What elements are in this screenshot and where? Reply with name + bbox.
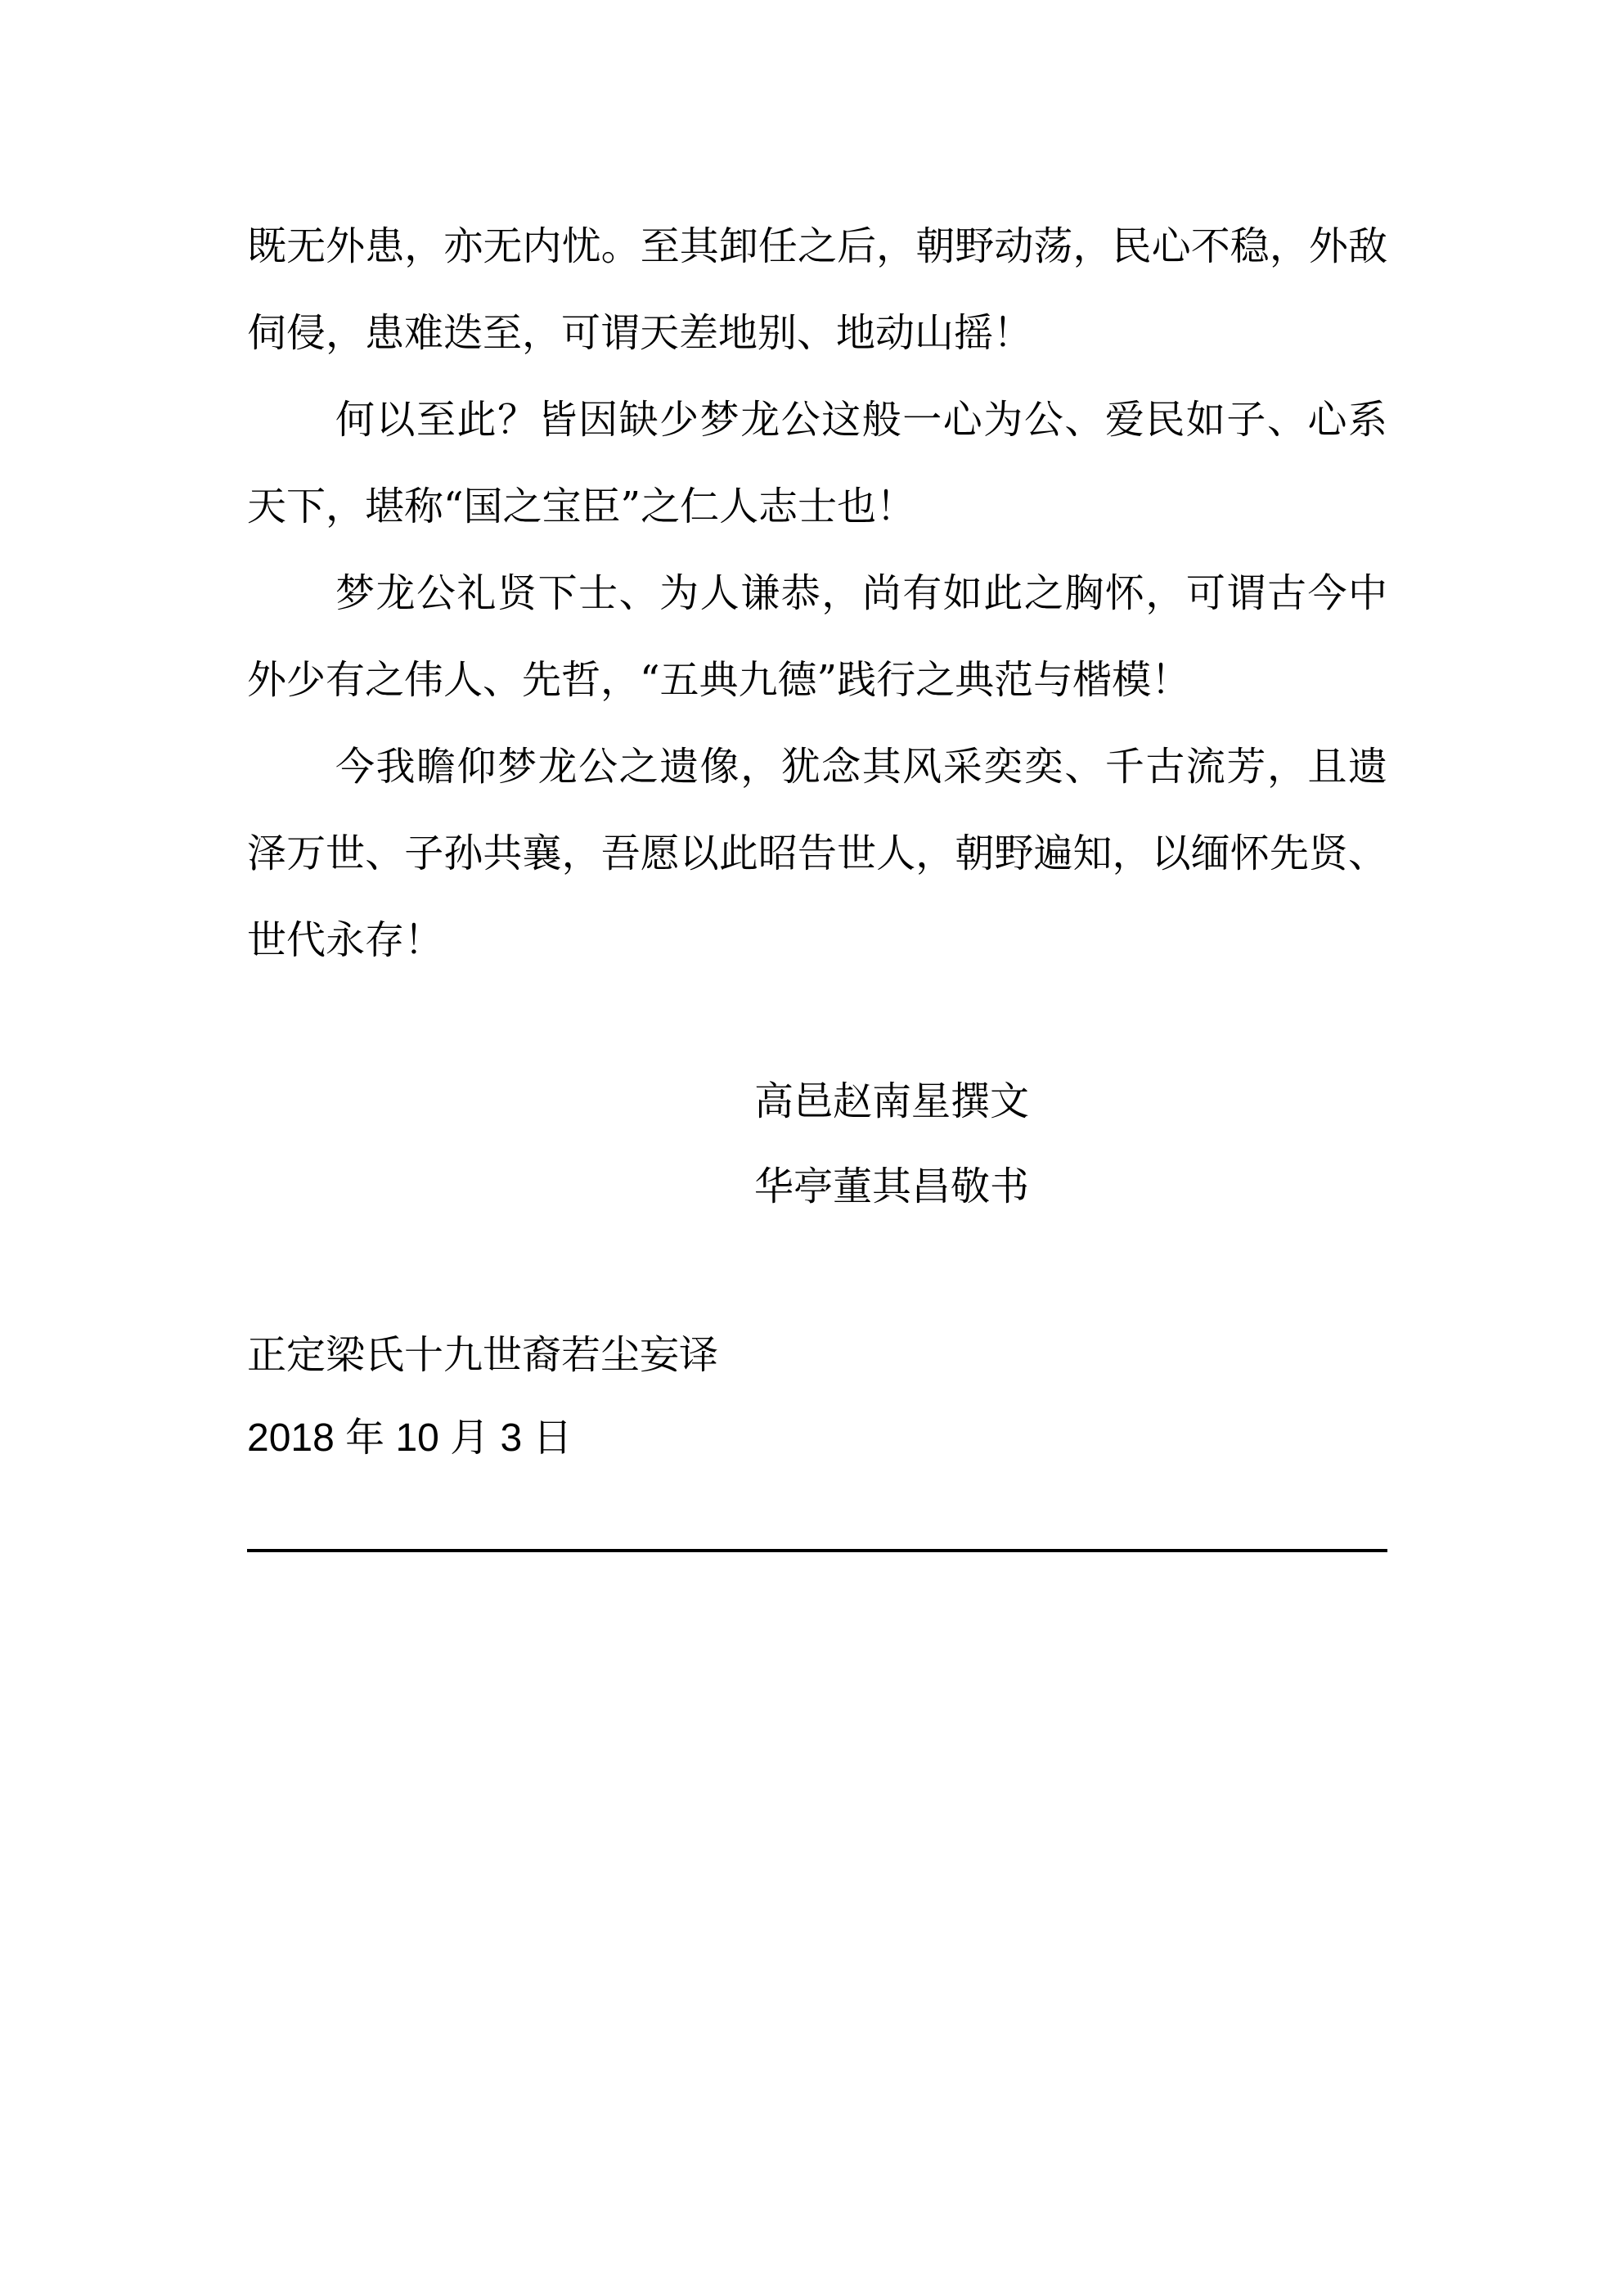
translation-date: 2018 年 10 月 3 日 [247, 1416, 573, 1460]
paragraph-3: 梦龙公礼贤下士、为人谦恭，尚有如此之胸怀，可谓古今中外少有之伟人、先哲，“五典九德”践行之典范与楷模！ [247, 570, 1387, 703]
calligrapher-signature: 华亭董其昌敬书 [754, 1164, 1030, 1209]
paragraph-4: 今我瞻仰梦龙公之遗像，犹念其风采奕奕、千古流芳，且遗泽万世、子孙共襄，吾愿以此昭告世人，朝野遍知，以缅怀先贤、世代永存！ [247, 744, 1387, 963]
author-signature: 高邑赵南星撰文 [754, 1078, 1030, 1124]
paragraph-2: 何以至此？皆因缺少梦龙公这般一心为公、爱民如子、心系天下，堪称“国之宝臣”之仁人志士也！ [247, 397, 1387, 529]
paragraph-1: 既无外患，亦无内忧。至其卸任之后，朝野动荡，民心不稳，外敌伺侵，患难迭至，可谓天差地别、地动山摇！ [247, 223, 1387, 356]
body-text [247, 203, 1387, 984]
translator-credit: 正定梁氏十九世裔若尘妄译 [247, 1332, 719, 1378]
footnote-divider [247, 1549, 1387, 1552]
